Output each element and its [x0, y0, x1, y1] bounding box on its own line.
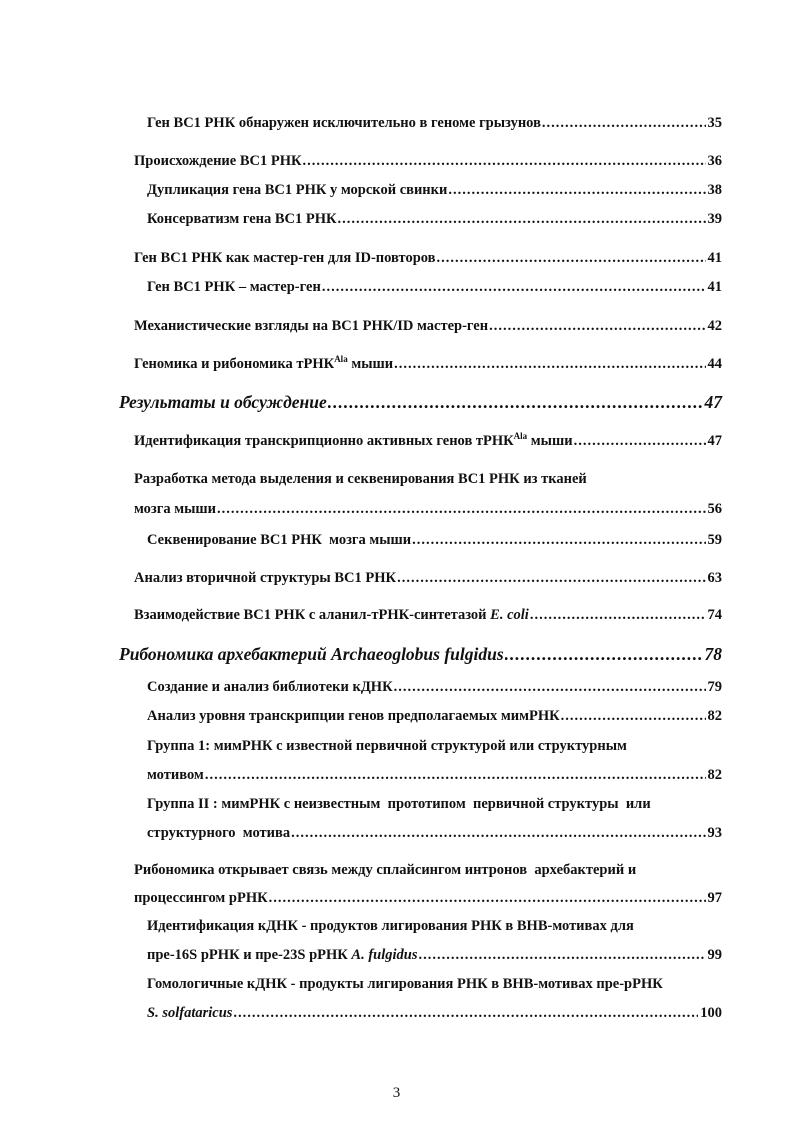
toc-page-number: 59: [707, 532, 722, 548]
toc-leader: [448, 181, 705, 199]
page-number: 3: [392, 1085, 401, 1101]
toc-leader: [561, 707, 706, 725]
toc-entry-title: Секвенирование ВС1 РНК мозга мыши: [147, 532, 412, 548]
toc-page-number: 97: [707, 890, 722, 906]
toc-entry-title: Группа II : мимРНК с неизвестным прототипом первичной структуры или: [147, 796, 651, 812]
toc-leader: [489, 317, 705, 335]
toc-page-number: 79: [707, 679, 722, 695]
toc-leader: [574, 432, 706, 450]
toc-entry-title: Механистические взгляды на ВС1 РНК/ID мастер-ген: [134, 318, 489, 334]
toc-page-number: 38: [707, 182, 722, 198]
toc-page-number: 41: [707, 279, 722, 295]
toc-page-number: 36: [707, 153, 722, 169]
toc-leader: [205, 766, 706, 784]
toc-page-number: 39: [707, 211, 722, 227]
toc-entry-title: Происхождение ВС1 РНК: [134, 153, 302, 169]
toc-entry-title-continued: S. solfataricus: [147, 1005, 233, 1021]
toc-page-number: 74: [707, 607, 722, 623]
toc-page-number: 100: [700, 1005, 722, 1021]
toc-leader: [322, 278, 706, 296]
toc-page-number: 44: [707, 356, 722, 372]
toc-page-number: 47: [707, 433, 722, 449]
toc-entry-title: Геномика и рибономика тРНК$^{Ala}$ мыши: [134, 354, 394, 372]
toc-page-number: 93: [707, 825, 722, 841]
toc-leader: [217, 500, 705, 518]
toc-page-number: 78: [704, 644, 722, 664]
toc-page-number: 99: [707, 947, 722, 963]
toc-leader: [394, 678, 706, 696]
toc-leader: [505, 645, 703, 663]
toc-leader: [291, 824, 705, 842]
toc-entry-title: Результаты и обсуждение: [119, 392, 327, 412]
toc-leader: [530, 606, 706, 624]
toc-entry-title: Ген ВС1 РНК как мастер-ген для ID-повторов: [134, 250, 436, 266]
toc-page-number: 56: [707, 501, 722, 517]
toc-entry-title-continued: пре-16S рРНК и пре-23S рРНК A. fulgidus: [147, 947, 418, 963]
toc-entry-title: Рибономика открывает связь между сплайсингом интронов архебактерий и: [134, 862, 637, 878]
toc-entry-title: Гомологичные кДНК - продукты лигирования РНК в ВНВ-мотивах пре-рРНК: [147, 976, 663, 992]
toc-entry-title: Идентификация транскрипционно активных генов тРНК$^{Ala}$ мыши: [134, 431, 573, 449]
toc-leader: [328, 393, 703, 411]
toc-page-number: 41: [707, 250, 722, 266]
toc-entry-title-continued: процессингом рРНК: [134, 890, 268, 906]
toc-page-number: 35: [707, 115, 722, 131]
toc-page-number: 82: [707, 708, 722, 724]
toc-entry-title-continued: мозга мыши: [134, 501, 217, 517]
toc-entry-title-continued: структурного мотива: [147, 825, 291, 841]
toc-page-number: 82: [707, 767, 722, 783]
toc-entry-title: Консерватизм гена ВС1 РНК: [147, 211, 337, 227]
toc-entry-title-continued: мотивом: [147, 767, 204, 783]
toc-entry-title: Взаимодействие ВС1 РНК с аланил-тРНК-синтетазой E. coli: [134, 607, 529, 623]
toc-entry-title: Дупликация гена ВС1 РНК у морской свинки: [147, 182, 448, 198]
toc-leader: [394, 355, 705, 373]
toc-entry-title: Идентификация кДНК - продуктов лигирования РНК в ВНВ-мотивах для: [147, 918, 634, 934]
toc-page-number: 47: [704, 392, 722, 412]
toc-page-number: 42: [707, 318, 722, 334]
toc-leader: [412, 531, 705, 549]
toc-entry-title: Рибономика архебактерий Archaeoglobus fulgidus: [119, 644, 504, 664]
toc-leader: [233, 1004, 698, 1022]
toc-entry-title: Анализ вторичной структуры ВС1 РНК: [134, 570, 397, 586]
toc-leader: [542, 114, 706, 132]
toc-leader: [436, 249, 705, 267]
toc-entry-title: Создание и анализ библиотеки кДНК: [147, 679, 393, 695]
toc-leader: [338, 210, 706, 228]
toc-entry-title: Разработка метода выделения и секвенирования ВС1 РНК из тканей: [134, 471, 587, 487]
toc-leader: [269, 889, 706, 907]
toc-page-number: 63: [707, 570, 722, 586]
toc-leader: [397, 569, 705, 587]
toc-leader: [419, 946, 706, 964]
toc-entry-title: Ген ВС1 РНК – мастер-ген: [147, 279, 321, 295]
toc-entry-title: Анализ уровня транскрипции генов предполагаемых мимРНК: [147, 708, 560, 724]
toc-leader: [303, 152, 706, 170]
toc-entry-title: Ген ВС1 РНК обнаружен исключительно в геноме грызунов: [147, 115, 541, 131]
toc-entry-title: Группа 1: мимРНК с известной первичной структурой или структурным: [147, 738, 627, 754]
